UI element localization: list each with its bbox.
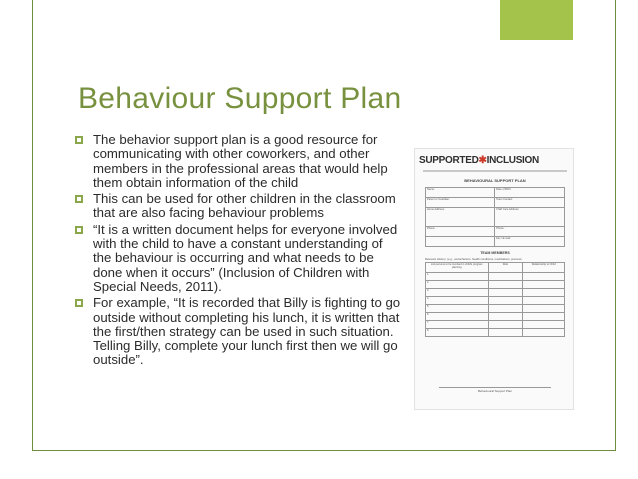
signature-line xyxy=(439,387,551,388)
bullet-icon xyxy=(74,135,84,145)
team-members-table xyxy=(425,262,565,337)
relevant-history-label: Relevant History: (e.g., social factors, health conditions, medications, previous xyxy=(425,257,522,261)
table-row: 5. xyxy=(426,305,565,313)
bullet-text: “It is a written document helps for everyone involved with the child to have a constant understanding of the behaviour is occurring and what needs to be done when it occurs” (Inclusion of Children with Special Needs, 2011). xyxy=(93,221,398,294)
slide-title: Behaviour Support Plan xyxy=(78,82,402,115)
bullet-list xyxy=(74,133,404,370)
logo-subline xyxy=(423,170,567,172)
bullet-icon xyxy=(74,194,84,204)
document-title: BEHAVIOURAL SUPPORT PLAN xyxy=(464,178,526,183)
bullet-text: For example, “It is recorded that Billy is fighting to go outside without completing his lunch, it is written that the first/then strategy can be used in such situation. Telling Billy, complete your lunch first then we will go outside”. xyxy=(93,295,401,368)
table-row: 4. xyxy=(426,297,565,305)
child-info-form xyxy=(425,187,565,247)
table-row: Parent or Guardian: Team Contact: xyxy=(426,198,565,208)
bullet-item xyxy=(74,296,404,367)
table-row: 3. xyxy=(426,289,565,297)
table-row: Name: Date of Birth: xyxy=(426,188,565,198)
behaviour-plan-document-image xyxy=(414,148,574,410)
table-row: Home Address: Child Care Address: xyxy=(426,208,565,227)
bullet-icon xyxy=(74,298,84,308)
accent-bar xyxy=(500,0,573,40)
bullet-item xyxy=(74,133,404,190)
table-row: 1. xyxy=(426,273,565,281)
supported-inclusion-logo: SUPPORTED✱INCLUSION xyxy=(419,155,539,166)
bullet-item xyxy=(74,223,404,294)
team-members-heading: TEAM MEMBERS xyxy=(480,251,510,255)
table-row: 6. xyxy=(426,313,565,321)
table-row: Phone: Phone: xyxy=(426,227,565,237)
bullet-item xyxy=(74,192,404,221)
table-row: List persons to be involved in child's program planning Role Relationship to Child xyxy=(426,263,565,273)
table-row: Fax / E-mail: xyxy=(426,237,565,247)
document-footer: Behavioural Support Plan xyxy=(477,389,513,393)
table-row: 8. xyxy=(426,329,565,337)
bullet-text: The behavior support plan is a good resource for communicating with other coworkers, and other members in the professional areas that would help them obtain information of the child xyxy=(93,132,388,190)
table-row: 7. xyxy=(426,321,565,329)
bullet-icon xyxy=(74,225,84,235)
table-row: 2. xyxy=(426,281,565,289)
bullet-text: This can be used for other children in the classroom that are also facing behaviour problems xyxy=(93,191,396,221)
